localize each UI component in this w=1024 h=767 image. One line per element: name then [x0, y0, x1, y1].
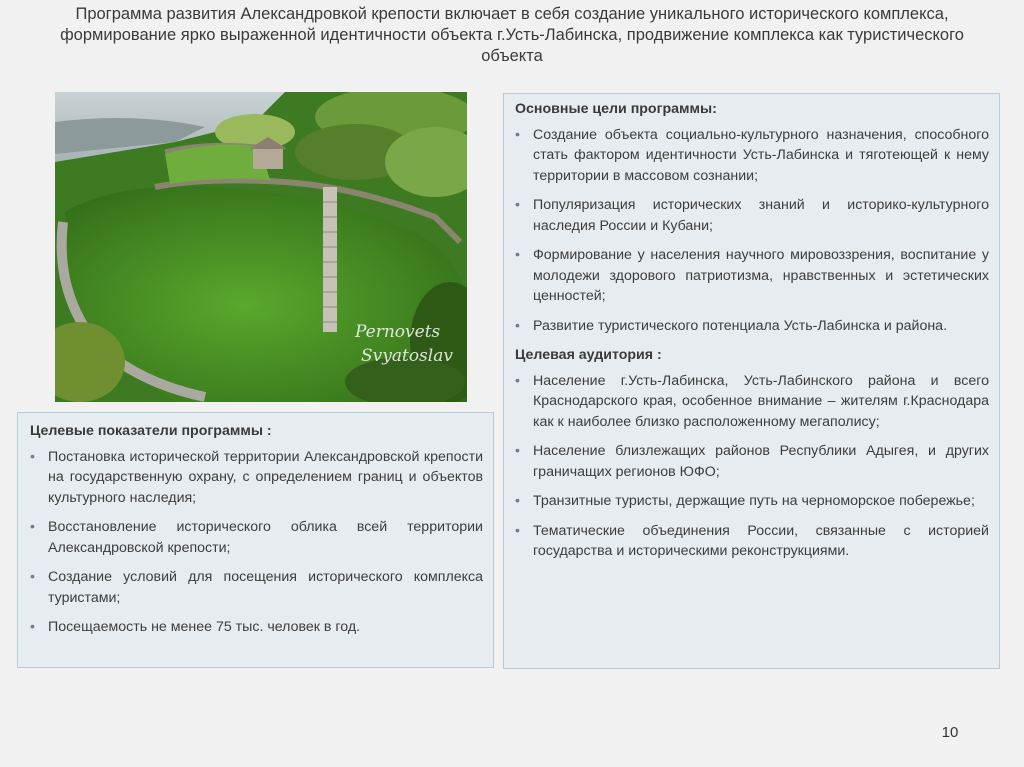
page-number: 10	[941, 724, 959, 741]
list-item: • Формирование у населения научного мировоззрения, воспитание у молодежи здорового патриотизма, нравственных и эстетических ценностей;	[515, 245, 989, 307]
list-item: • Восстановление исторического облика всей территории Александровской крепости;	[30, 517, 483, 558]
list-item: • Транзитные туристы, держащие путь на черноморское побережье;	[515, 491, 989, 512]
audience-list	[515, 371, 989, 562]
photo-watermark	[355, 320, 465, 368]
list-item: • Население г.Усть-Лабинска, Усть-Лабинского района и всего Краснодарского края, особенное внимание – жителям г.Краснодара как к наиболее близко расположенному мегаполису;	[515, 371, 989, 433]
list-item: • Постановка исторической территории Александровской крепости на государственную охрану, с определением границ и объектов культурного наследия;	[30, 447, 483, 509]
list-item: • Тематические объединения России, связанные с историей государства и историческими реконструкциями.	[515, 521, 989, 562]
list-item: • Популяризация исторических знаний и историко-культурного наследия России и Кубани;	[515, 195, 989, 236]
target-indicators-panel	[17, 412, 494, 668]
goals-list	[515, 125, 989, 337]
slide-title: Программа развития Александровкой крепости включает в себя создание уникального исторического комплекса, формирование ярко выраженной идентичности объекта г.Усть-Лабинска, продвижение комплекса как туристического объекта	[60, 5, 964, 65]
fortress-photo	[55, 92, 467, 402]
list-item: • Население близлежащих районов Республики Адыгея, и других граничащих регионов ЮФО;	[515, 441, 989, 482]
watermark-line-1: Pernovets	[355, 322, 441, 342]
target-indicators-list	[30, 447, 483, 638]
audience-heading: Целевая аудитория :	[515, 347, 662, 363]
list-item: • Создание условий для посещения исторического комплекса туристами;	[30, 567, 483, 608]
list-item: • Развитие туристического потенциала Усть-Лабинска и района.	[515, 316, 989, 337]
list-item: • Создание объекта социально-культурного назначения, способного стать фактором идентичности Усть-Лабинска и тяготеющей к нему территории в массовом сознании;	[515, 125, 989, 187]
watermark-line-2: Svyatoslav	[361, 346, 453, 366]
goals-heading: Основные цели программы:	[515, 101, 717, 117]
program-goals-panel	[503, 93, 1000, 669]
list-item: • Посещаемость не менее 75 тыс. человек в год.	[30, 617, 483, 638]
target-indicators-heading: Целевые показатели программы :	[30, 423, 272, 439]
